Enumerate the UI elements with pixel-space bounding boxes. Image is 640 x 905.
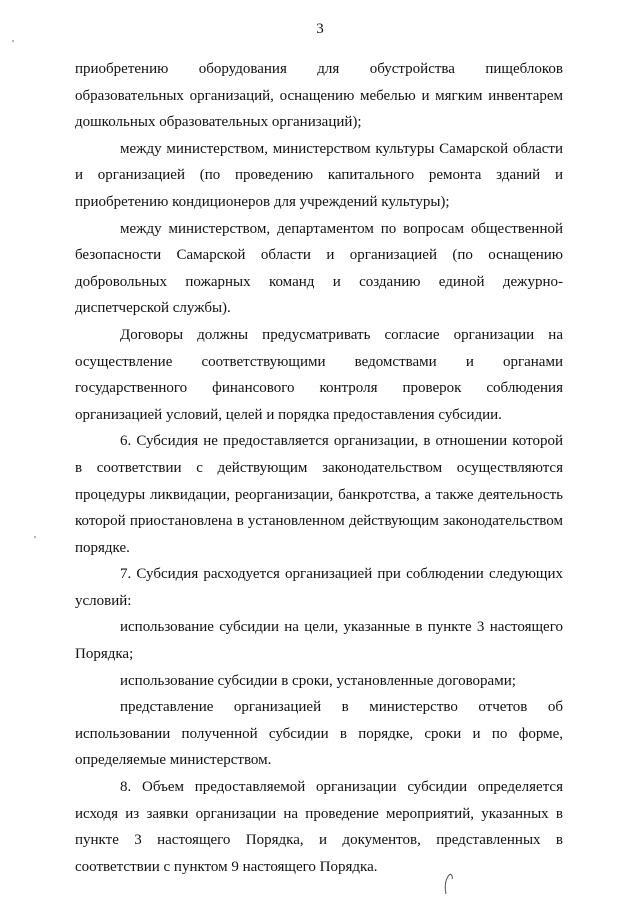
paragraph-condition-report: представление организацией в министерство отчетов об использовании полученной субсидии в порядке, сроки и по форме, определяемые министерством. xyxy=(75,699,563,769)
paragraph-public-safety: между министерством, департаментом по вопросам общественной безопасности Самарской области и организацией (по оснащению добровольных пожарных команд и созданию единой дежурно-диспетчерской службы). xyxy=(75,220,563,317)
paragraph-culture-ministry: между министерством, министерством культуры Самарской области и организацией (по проведению капитального ремонта зданий и приобретению кондиционеров для учреждений культуры); xyxy=(75,140,563,210)
paragraph-clause-7: 7. Субсидия расходуется организацией при соблюдении следующих условий: xyxy=(75,566,563,609)
scan-speck xyxy=(12,40,14,42)
page-number: 3 xyxy=(316,21,324,37)
scan-speck xyxy=(34,536,36,538)
paragraph-condition-purpose: использование субсидии на цели, указанные в пункте 3 настоящего Порядка; xyxy=(75,619,563,663)
paragraph-clause-8: 8. Объем предоставляемой организации субсидии определяется исходя из заявки организации на проведение мероприятий, указанных в пункте 3 настоящего Порядка, и документов, представленных в соответствии с пунктом 9 настоящего Порядка. xyxy=(75,779,563,875)
document-body xyxy=(75,56,563,880)
paragraph-clause-6: 6. Субсидия не предоставляется организации, в отношении которой в соответствии с действующим законодательством осуществляются процедуры ликвидации, реорганизации, банкротства, а также деятельность которой приостановлена в установленном действующим законодательством порядке. xyxy=(75,433,563,556)
paragraph-contracts-consent: Договоры должны предусматривать согласие организации на осуществление соответствующими ведомствами и органами государственного финансового контроля проверок соблюдения организацией условий, целей и порядка предоставления субсидии. xyxy=(75,326,563,423)
paragraph-continuation-equipment: приобретению оборудования для обустройства пищеблоков образовательных организаций, оснащению мебелью и мягким инвентарем дошкольных образовательных организаций); xyxy=(75,61,563,131)
paragraph-condition-terms: использование субсидии в сроки, установленные договорами; xyxy=(120,672,516,689)
handwritten-mark xyxy=(440,872,458,896)
